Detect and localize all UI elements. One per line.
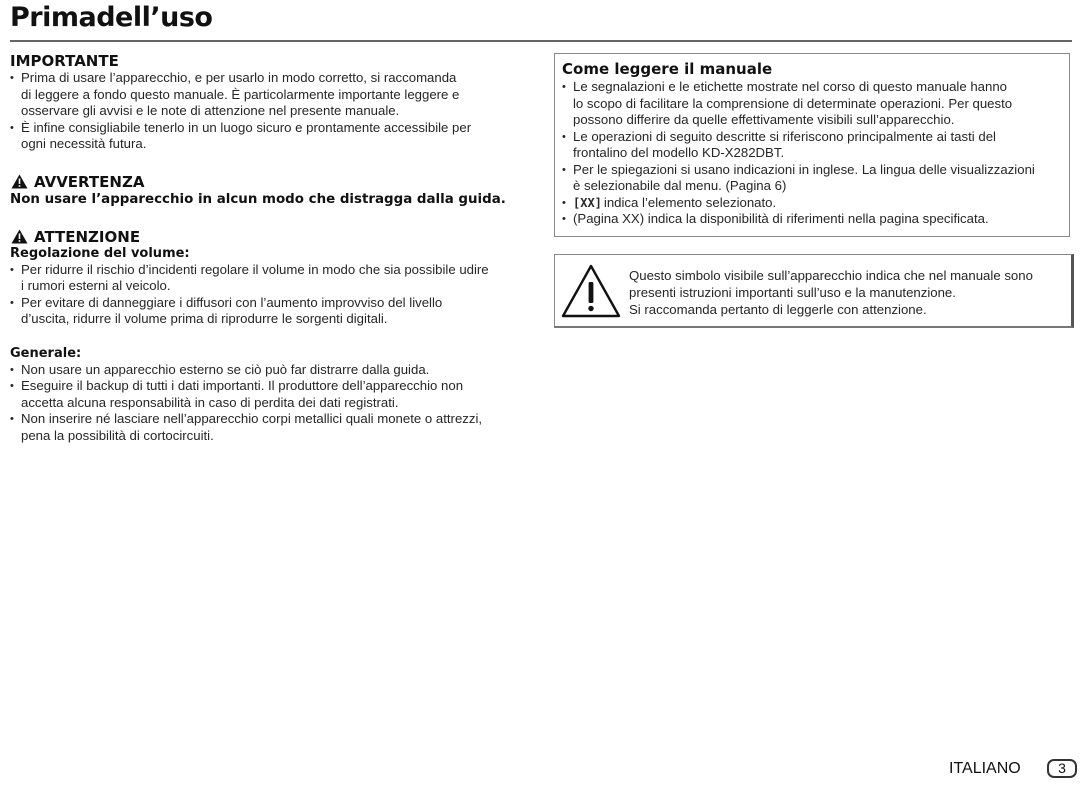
- warning-triangle-icon: [11, 174, 28, 189]
- list-item: • Le operazioni di seguito descritte si riferiscono principalmente ai tasti del frontalino del modello KD-X282DBT.: [562, 129, 1061, 162]
- generale-list: [10, 362, 535, 445]
- list-item: • È infine consigliabile tenerlo in un luogo sicuro e prontamente accessibile per ogni necessità futura.: [10, 120, 535, 153]
- left-column: [10, 52, 535, 444]
- list-item: • Eseguire il backup di tutti i dati importanti. Il produttore dell’apparecchio non accetta alcuna responsabilità in caso di perdita dei dati registrati.: [10, 378, 535, 411]
- manual-guide-heading: Come leggere il manuale: [562, 60, 773, 78]
- footer-language: ITALIANO: [949, 760, 1021, 777]
- list-item: • Per le spiegazioni si usano indicazioni in inglese. La lingua delle visualizzazioni è selezionabile dal menu. (Pagina 6): [562, 162, 1061, 195]
- attenzione-heading: ATTENZIONE: [34, 227, 141, 246]
- avvertenza-text: Non usare l’apparecchio in alcun modo che distragga dalla guida.: [10, 191, 506, 207]
- list-item: • (Pagina XX) indica la disponibilità di riferimenti nella pagina specificata.: [562, 211, 1061, 228]
- manual-guide-list: [562, 79, 1061, 228]
- list-item: • Non inserire né lasciare nell’apparecchio corpi metallici quali monete o attrezzi, pena la possibilità di cortocircuiti.: [10, 411, 535, 444]
- importante-list: [10, 70, 535, 153]
- page-title: Primadell’uso: [10, 2, 213, 33]
- importante-section: [10, 52, 535, 153]
- list-item: • Prima di usare l’apparecchio, e per usarlo in modo corretto, si raccomanda di leggere a fondo questo manuale. È particolarmente importante leggere e osservare gli avvisi e le note di attenzione nel presente manuale.: [10, 70, 535, 120]
- caution-triangle-icon: [11, 229, 28, 244]
- avvertenza-heading: AVVERTENZA: [34, 172, 145, 191]
- title-divider: [10, 40, 1072, 42]
- list-item: • Per evitare di danneggiare i diffusori con l’aumento improvviso del livello d’uscita, ridurre il volume prima di riprodurre le sorgenti digitali.: [10, 295, 535, 328]
- avvertenza-section: [10, 173, 535, 208]
- list-item: • Per ridurre il rischio d’incidenti regolare il volume in modo che sia possibile udire i rumori esterni al veicolo.: [10, 262, 535, 295]
- list-item: • Le segnalazioni e le etichette mostrate nel corso di questo manuale hanno lo scopo di facilitare la comprensione di determinate operazioni. Per questo possono differire da quelle effettivamente visibili sull’apparecchio.: [562, 79, 1061, 129]
- volume-subheading: Regolazione del volume:: [10, 245, 190, 261]
- importante-heading: IMPORTANTE: [10, 52, 119, 70]
- symbol-note-text: Questo simbolo visibile sull’apparecchio indica che nel manuale sono presenti istruzioni importanti sull’uso e la manutenzione. Si raccomanda pertanto di leggerle con attenzione.: [629, 268, 1033, 317]
- manual-guide-box: [554, 53, 1070, 237]
- list-item: • Non usare un apparecchio esterno se ciò può far distrarre dalla guida.: [10, 362, 535, 379]
- selected-item-tag: [XX]: [573, 195, 602, 210]
- symbol-note-box: [554, 254, 1074, 328]
- volume-list: [10, 262, 535, 328]
- attenzione-section: [10, 228, 535, 445]
- page-number: 3: [1047, 759, 1077, 778]
- warning-triangle-icon: [560, 263, 622, 319]
- generale-subheading: Generale:: [10, 345, 82, 361]
- list-item: • [XX] indica l’elemento selezionato.: [562, 195, 1061, 212]
